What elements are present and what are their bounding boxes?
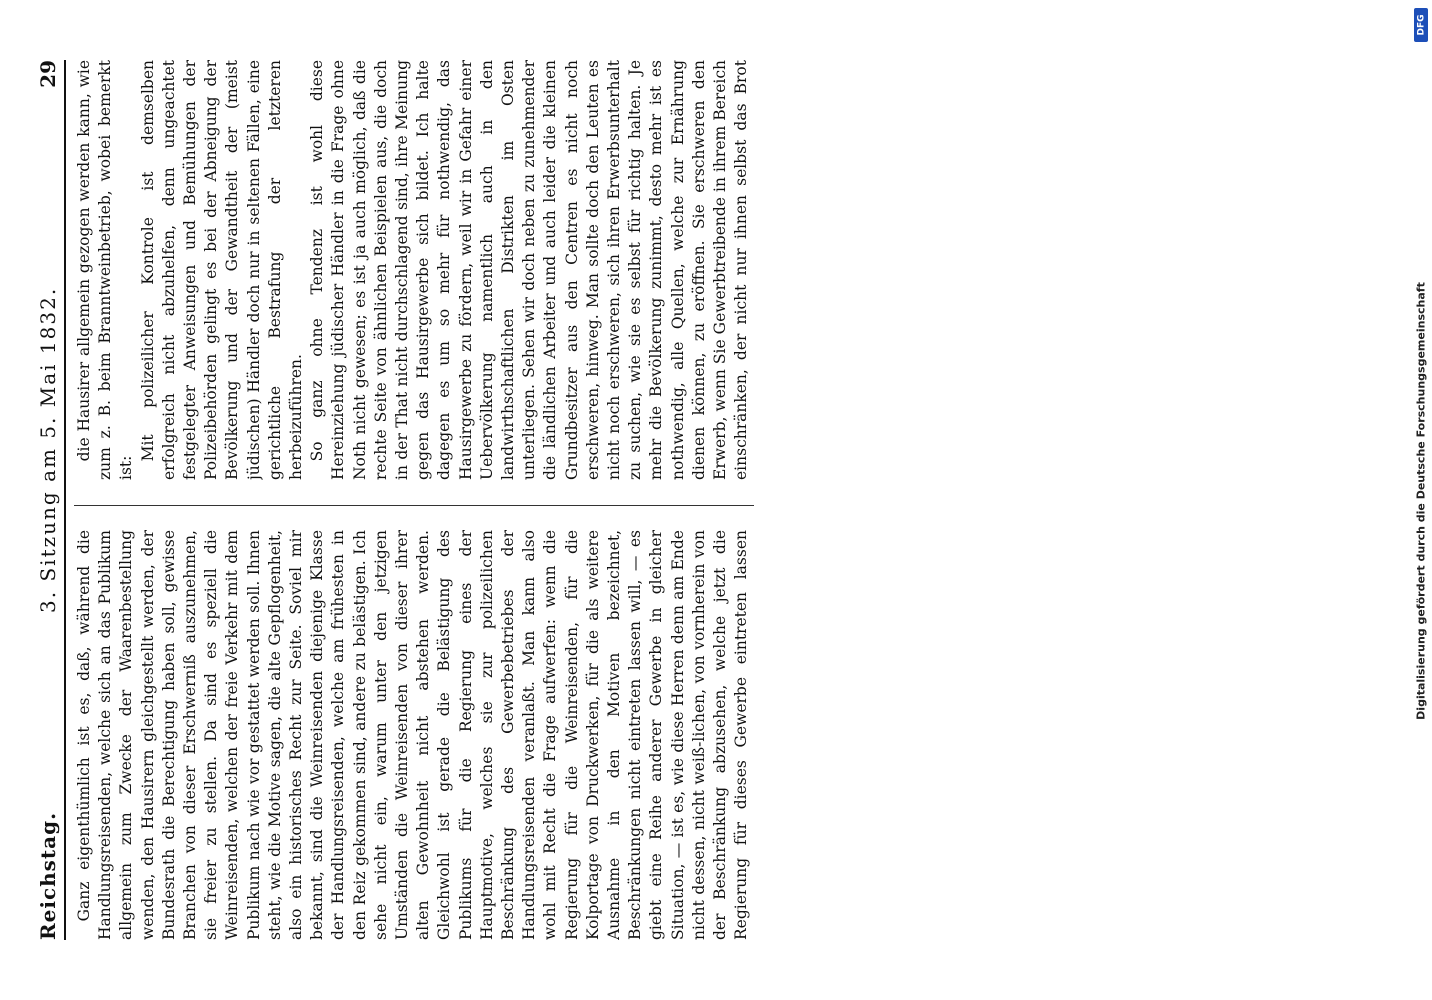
dfg-logo: DFG xyxy=(1414,8,1428,42)
paragraph: Mit polizeilicher Kontrole ist demselben erfolgreich nicht abzuhelfen, denn ungeachtet festgelegter Anweisungen und Bemühungen der Polizeibehörden gelingt es bei der Abneigung der Bevölkerung und der Gewandtheit der (meist jüdischen) Händler doch nur in seltenen Fällen, eine gerichtliche Bestrafung der letzteren herbeizuführen. xyxy=(138,60,306,480)
text-column-1 xyxy=(74,530,754,940)
header-rule xyxy=(64,60,66,940)
dfg-credit xyxy=(1412,6,1430,996)
header-left: Reichstag. xyxy=(36,811,60,940)
column-divider xyxy=(74,505,754,506)
page-header xyxy=(26,60,60,940)
paragraph: die Hausirer allgemein gezogen werden kann, wie zum z. B. beim Branntweinbetrieb, wobei bemerkt ist: xyxy=(75,60,136,480)
paragraph: So ganz ohne Tendenz ist wohl diese Hereinziehung jüdischer Händler in die Frage ohne Noth nicht gewesen; es ist ja auch möglich, daß die rechte Seite von ähnlichen Beispielen aus, die doch in der That nicht durchschlagend sind, ihre Meinung gegen das Hausirgewerbe sich bildet. Ich halte dagegen es um so mehr für nothwendig, das Hausirgewerbe zu fördern, weil wir in Gefahr einer Uebervölkerung namentlich auch in den landwirthschaftlichen Distrikten im Osten unterliegen. Sehen wir doch neben zu zunehmender die ländlichen Arbeiter und auch leider die kleinen Grundbesitzer aus den Centren es nicht noch erschweren, hinweg. Man sollte doch den Leuten es nicht noch erschweren, sich ihren Erwerbsunterhalt zu suchen, wie sie es selbst für richtig halten. Je mehr die Bevölkerung zunimmt, desto mehr ist es nothwendig, alle Quellen, welche zur Ernährung dienen können, zu eröffnen. Sie erschweren den Erwerb, wenn Sie Gewerbtreibende in ihrem Bereich einschränken, der nicht nur ihnen selbst das Brot xyxy=(308,60,751,480)
page-number: 29 xyxy=(36,60,60,88)
paragraph: Ganz eigenthümlich ist es, daß, während die Handlungsreisenden, welche sich an das Publikum allgemein zum Zwecke der Waarenbestellung wenden, den Hausirern gleichgestellt werden, der Bundesrath die Berechtigung haben soll, gewisse Branchen von dieser Erschwerniß auszunehmen, sie freier zu stellen. Da sind es speziell die Weinreisenden, welchen der freie Verkehr mit dem Publikum nach wie vor gestattet werden soll. Ihnen steht, wie die Motive sagen, die alte Gepflogenheit, also ein historisches Recht zur Seite. Soviel mir bekannt, sind die Weinreisenden diejenige Klasse der Handlungsreisenden, welche am frühesten in den Reiz gekommen sind, andere zu belästigen. Ich sehe nicht ein, warum unter den jetzigen Umständen die Weinreisenden von dieser ihrer alten Gewohnheit nicht abstehen werden. Gleichwohl ist gerade die Belästigung des Publikums für die Regierung eines der Hauptmotive, welches sie zur polizeilichen Beschränkung des Gewerbebetriebes der Handlungsreisenden veranlaßt. Man kann also wohl mit Recht die Frage aufwerfen: wenn die Regierung für die Weinreisenden, für die Kolportage von Druckwerken, für die als weitere Ausnahme in den Motiven bezeichnet, Beschränkungen nicht eintreten lassen will, — es giebt eine Reihe anderer Gewerbe in gleicher Situation, — ist es, wie diese Herren denn am Ende nicht dessen, nicht weiß-lichen, von vornherein von der Beschränkung abzusehen, welche jetzt die Regierung für dieses Gewerbe eintreten lassen xyxy=(75,530,751,940)
newspaper-page xyxy=(16,20,1416,980)
header-title: 3. Sitzung am 5. Mai 1832. xyxy=(36,286,60,613)
text-column-2 xyxy=(74,60,754,480)
dfg-credit-text: Digitalisierung gefördert durch die Deutsche Forschungsgemeinschaft xyxy=(1414,282,1428,720)
